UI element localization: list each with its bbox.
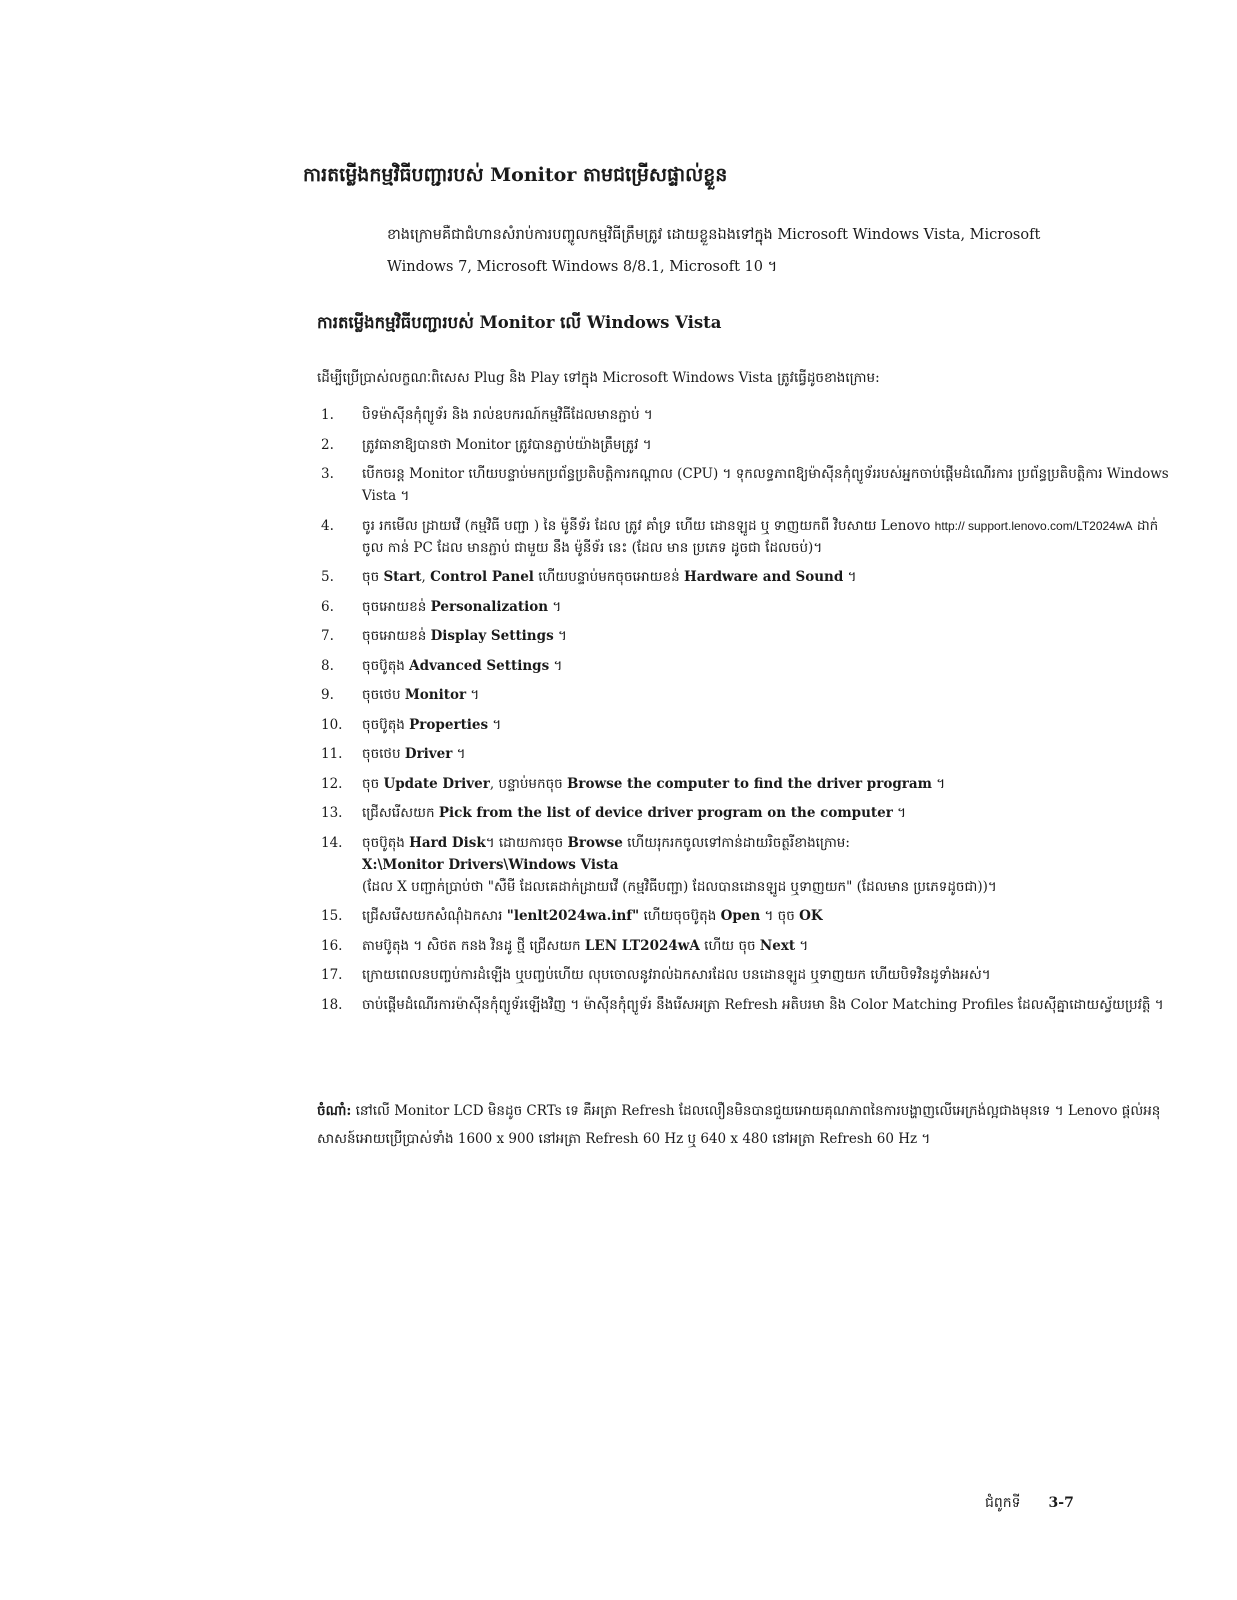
step-14	[317, 832, 1177, 898]
step-text: បើកចរន្ត Monitor ហើយបន្ទាប់មកប្រព័ន្ធប្រតិបត្តិការកណ្តាល (CPU) ។ ទុកលទ្ធភាពឱ្យម៉ាស៊ីនកុំព្យូទ័ររបស់អ្នកចាប់ផ្តើមដំណើរការ ប្រព័ន្ធប្រតិបត្តិការ Windows Vista ។	[362, 466, 1169, 504]
note-text: នៅលើ Monitor LCD មិនដូច CRTs ទេ គឺអត្រា Refresh ដែលលឿនមិនបានជួយអោយគុណភាពនៃការបង្ហាញលើអេក្រង់ល្អជាងមុនទេ ។ Lenovo ផ្តល់អនុសាសន៍អោយប្រើប្រាស់ទាំង 1600 x 900 នៅអត្រា Refresh 60 Hz ឬ 640 x 480 នៅអត្រា Refresh 60 Hz ។	[317, 1103, 1161, 1147]
steps-list	[317, 404, 1177, 1023]
step-8	[317, 655, 1177, 677]
step-9	[317, 684, 1177, 706]
step-text	[362, 566, 1177, 588]
step-text	[362, 655, 1177, 677]
step-4	[317, 515, 1177, 559]
lead-paragraph: ដើម្បីប្រើប្រាស់លក្ខណៈពិសេស Plug និង Play ទៅក្នុង Microsoft Windows Vista ត្រូវធ្វើដូចខាងក្រោម:	[317, 370, 880, 386]
step-text-part: ។ ចុច	[764, 908, 795, 924]
step-15	[317, 905, 1177, 927]
step-text-part: , បន្ទាប់មកចុច	[489, 775, 563, 792]
step-text-part: ចុច	[362, 775, 380, 792]
ui-term: Monitor	[404, 687, 467, 703]
step-text: ក្រោយពេលនបញ្ចប់ការដំឡើង ឬបញ្ចប់ហើយ លុបចោលនូវរាល់ឯកសារដែល បនដោនឡូដ ឬទាញយក ហើយបិទវិនដូទាំងអស់។	[362, 967, 991, 983]
step-6	[317, 596, 1177, 618]
step-note: (ដែល X បញ្ជាក់ប្រាប់ថា "សឺមី ដែលគេដាក់ដ្រាយវើ (កម្មវិធីបញ្ជា) ដែលបានដោនឡូដ ឬទាញយក" (ដែលមាន ប្រភេទដូចជា))។	[362, 878, 997, 895]
intro-line-1: ខាងក្រោមគឺជាជំហានសំរាប់ការបញ្ចូលកម្មវិធីត្រឹមត្រូវ ដោយខ្លួនឯងទៅក្នុង Microsoft Windows Vista, Microsoft	[387, 227, 1041, 243]
step-12	[317, 773, 1177, 795]
step-number: 13.	[321, 805, 343, 821]
step-text-part: ។	[936, 775, 946, 792]
step-number: 4.	[321, 517, 334, 534]
step-text-part: ចុចប៊ូតុង	[362, 834, 405, 851]
ui-term: Properties	[409, 716, 489, 733]
step-number: 12.	[321, 775, 343, 792]
step-text-part: ។	[557, 628, 567, 644]
ui-term: LEN LT2024wA	[584, 937, 700, 954]
step-2	[317, 434, 1177, 456]
step-number: 3.	[321, 466, 334, 482]
step-text-part: ហើយចុចប៊ូតុង	[643, 908, 717, 924]
step-1	[317, 404, 1177, 426]
step-text-part: ហើយ ចុច	[704, 937, 756, 954]
step-10	[317, 714, 1177, 736]
ui-term: Control Panel	[430, 569, 534, 585]
step-number: 15.	[321, 908, 343, 924]
step-number: 10.	[321, 716, 343, 733]
step-13	[317, 802, 1177, 824]
step-text	[362, 625, 1177, 647]
ui-term: Browse the computer to find the driver program	[567, 775, 932, 792]
step-text-part: ។	[492, 716, 502, 733]
ui-term: Open	[720, 908, 761, 924]
step-text-part: ជ្រើសរើសយក	[362, 805, 435, 821]
step-text-part: ចុចថេប	[362, 746, 401, 762]
step-17	[317, 964, 1177, 986]
step-text-part: ចុច	[362, 569, 380, 585]
step-text-part: ចូរ រកមើល ដ្រាយវើ (កម្មវិធី បញ្ជា ) នៃ ម៉ូនីទ័រ ដែល ត្រូវ គាំទ្រ ហើយ ដោនឡូដ ឬ ទាញយកពី វិបសាយ Lenovo	[362, 517, 931, 534]
step-text: ចាប់ផ្តើមដំណើរការម៉ាស៊ីនកុំព្យូទ័រឡើងវិញ ។ ម៉ាស៊ីនកុំព្យូទ័រ នឹងរើសអត្រា Refresh អតិបរមា និង Color Matching Profiles ដែលស៊ីគ្នាដោយស្វ័យប្រវត្តិ ។	[362, 996, 1164, 1013]
step-text-part: ហើយរុករកចូលទៅកាន់ដាយរិចត្ថរីខាងក្រោម:	[627, 834, 850, 851]
step-text-part: តាមប៊ូតុង ។ សិថត កនង វិនដូ ថ្មី ជ្រើសយក	[362, 937, 581, 954]
step-number: 5.	[321, 569, 334, 585]
subsection-heading: ការតម្លើងកម្មវិធីបញ្ជារបស់ Monitor លើ Windows Vista	[317, 313, 722, 332]
step-text	[362, 773, 1177, 795]
step-3	[317, 463, 1177, 507]
step-number: 14.	[321, 834, 343, 851]
step-text: ត្រូវធានាឱ្យបានថា Monitor ត្រូវបានភ្ជាប់យ៉ាងត្រឹមត្រូវ ។	[362, 436, 652, 453]
ui-term: Pick from the list of device driver program on the computer	[438, 805, 893, 821]
page-footer	[985, 1493, 1074, 1514]
step-text-part: ចុចអោយខន់	[362, 598, 427, 615]
step-text	[362, 802, 1177, 824]
step-text-part: ,	[421, 569, 426, 585]
step-number: 18.	[321, 996, 343, 1013]
step-11	[317, 743, 1177, 765]
page-number: 3-7	[1048, 1495, 1074, 1511]
section-heading: ការតម្លើងកម្មវិធីបញ្ជារបស់ Monitor តាមជម្រើសផ្ទាល់ខ្លួន	[303, 164, 728, 186]
step-number: 8.	[321, 657, 334, 674]
note-label: ចំណាំ:	[317, 1103, 352, 1119]
step-text-part: ។	[799, 937, 809, 954]
step-text-part: ។	[470, 687, 480, 703]
ui-term: OK	[799, 908, 823, 924]
step-text-part: ចុចប៊ូតុង	[362, 716, 405, 733]
step-number: 7.	[321, 628, 334, 644]
step-text-part: ចុចអោយខន់	[362, 628, 427, 644]
step-number: 1.	[321, 407, 334, 423]
step-text-part: ។	[456, 746, 466, 762]
chapter-label: ជំពូកទី	[985, 1495, 1021, 1511]
step-number: 17.	[321, 967, 343, 983]
step-text	[362, 684, 1177, 706]
ui-term: Hard Disk	[409, 834, 486, 851]
step-text-part: ។	[847, 569, 857, 585]
step-text	[362, 935, 1177, 957]
ui-term: Browse	[567, 834, 623, 851]
ui-term: Start	[383, 569, 422, 585]
ui-term: Update Driver	[383, 775, 490, 792]
support-url-link[interactable]: http:// support.lenovo.com/LT2024wA	[934, 518, 1133, 533]
step-16	[317, 935, 1177, 957]
intro-paragraph	[387, 219, 1147, 283]
step-text-part: ។	[553, 657, 563, 674]
step-text	[362, 905, 1177, 927]
step-number: 11.	[321, 746, 343, 762]
step-text	[362, 743, 1177, 765]
step-text	[362, 515, 1177, 559]
note-paragraph	[317, 1097, 1187, 1153]
ui-term: Hardware and Sound	[683, 569, 844, 585]
step-text-part: ដាក់ ចូល កាន់ PC ដែល មានភ្ជាប់ ជាមួយ នឹង ម៉ូនីទ័រ នេះ (ដែល មាន ប្រភេទ ដូចជា ដែលចប់)។	[362, 517, 1159, 556]
intro-line-2: Windows 7, Microsoft Windows 8/8.1, Microsoft 10 ។	[387, 259, 778, 275]
step-text-part: ។ ដោយការចុច	[485, 834, 564, 851]
step-text: បិទម៉ាស៊ីនកុំព្យូទ័រ និង រាល់ឧបករណ៍កម្មវិធីដែលមានភ្ជាប់ ។	[362, 407, 653, 423]
ui-term: Driver	[404, 746, 453, 762]
step-text-part: ។	[897, 805, 907, 821]
step-number: 9.	[321, 687, 334, 703]
step-5	[317, 566, 1177, 588]
step-text	[362, 714, 1177, 736]
step-text-part: ហើយបន្ទាប់មកចុចអោយខន់	[538, 569, 680, 585]
step-text-part: ចុចថេប	[362, 687, 401, 703]
ui-term: Next	[759, 937, 796, 954]
step-text	[362, 596, 1177, 618]
driver-path: X:\Monitor Drivers\Windows Vista	[362, 856, 619, 873]
step-text-part: ចុចប៊ូតុង	[362, 657, 405, 674]
step-7	[317, 625, 1177, 647]
step-number: 2.	[321, 436, 334, 453]
ui-term: Advanced Settings	[409, 657, 550, 674]
step-18	[317, 994, 1177, 1016]
step-text	[362, 832, 1177, 898]
step-text-part: ជ្រើសរើសយកសំណុំឯកសារ	[362, 908, 503, 924]
ui-term: Personalization	[430, 598, 549, 615]
file-name: "lenlt2024wa.inf"	[506, 908, 640, 924]
ui-term: Display Settings	[430, 628, 554, 644]
step-number: 16.	[321, 937, 343, 954]
step-text-part: ។	[552, 598, 562, 615]
step-number: 6.	[321, 598, 334, 615]
